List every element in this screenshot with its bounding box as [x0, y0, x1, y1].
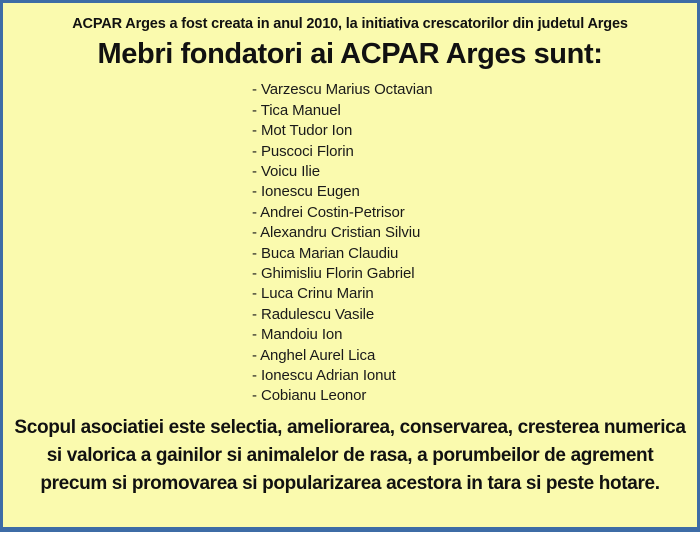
founder-name: - Ghimisliu Florin Gabriel: [252, 264, 415, 282]
founder-name: - Radulescu Vasile: [252, 305, 375, 323]
list-item: [3, 244, 697, 264]
intro-line: ACPAR Arges a fost creata in anul 2010, la initiativa crescatorilor din judetul Arges: [72, 16, 628, 32]
page-title: Mebri fondatori ai ACPAR Arges sunt:: [97, 37, 603, 70]
list-item: [3, 325, 697, 345]
founder-name: - Ionescu Eugen: [252, 183, 360, 201]
founder-name: - Mot Tudor Ion: [252, 122, 353, 140]
list-item: [3, 223, 697, 243]
list-item: [3, 80, 697, 100]
list-item: [3, 203, 697, 223]
founder-name: - Tica Manuel: [252, 101, 341, 119]
founder-name: - Buca Marian Claudiu: [252, 244, 399, 262]
founder-name: - Luca Crinu Marin: [252, 285, 374, 303]
purpose-paragraph: Scopul asociatiei este selectia, ameliorarea, conservarea, cresterea numerica si valorica a gainilor si animalelor de rasa, a porumbeilor de agrement precum si promovarea si popularizarea acestora in tara si peste hotare.: [14, 416, 686, 494]
founder-name: - Ionescu Adrian Ionut: [252, 366, 396, 384]
list-item: [3, 264, 697, 284]
list-item: [3, 182, 697, 202]
founder-name: - Voicu Ilie: [252, 162, 320, 180]
founder-name: - Mandoiu Ion: [252, 326, 343, 344]
list-item: [3, 284, 697, 304]
founder-name: - Andrei Costin-Petrisor: [252, 203, 405, 221]
bottom-edge-strip: [0, 532, 700, 538]
list-item: [3, 162, 697, 182]
founder-name: - Cobianu Leonor: [252, 387, 367, 405]
founder-name: - Alexandru Cristian Silviu: [252, 224, 421, 242]
list-item: [3, 101, 697, 121]
list-item: [3, 142, 697, 162]
founder-name: - Varzescu Marius Octavian: [252, 81, 433, 99]
founders-list: [3, 80, 697, 407]
list-item: [3, 121, 697, 141]
list-item: [3, 346, 697, 366]
list-item: [3, 305, 697, 325]
founder-name: - Anghel Aurel Lica: [252, 346, 376, 364]
list-item: [3, 366, 697, 386]
founder-name: - Puscoci Florin: [252, 142, 354, 160]
list-item: [3, 386, 697, 406]
